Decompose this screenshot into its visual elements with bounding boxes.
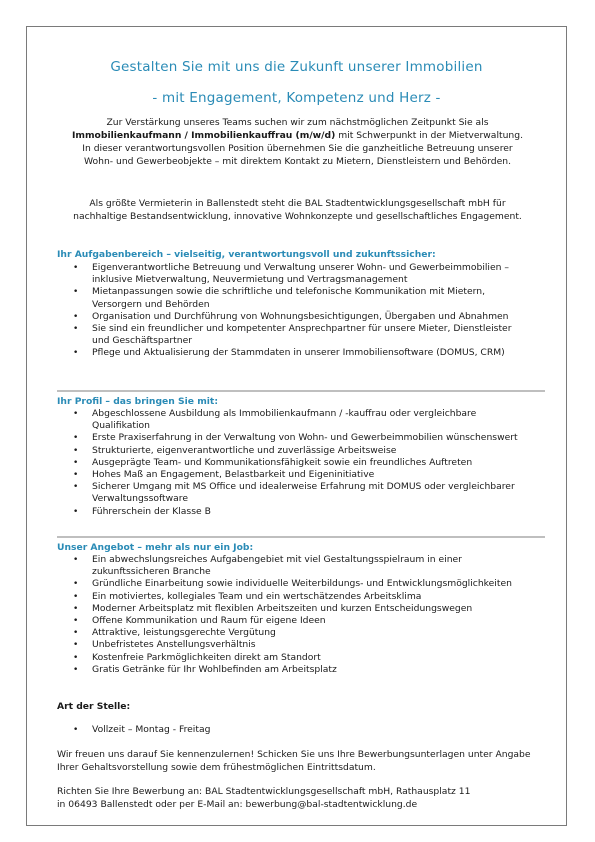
offer-list xyxy=(57,554,527,676)
job-type-heading: Art der Stelle: xyxy=(57,701,131,712)
list-item: • Kostenfreie Parkmöglichkeiten direkt am Standort xyxy=(57,652,527,664)
intro-text-before: Zur Verstärkung unseres Teams suchen wir zum nächstmöglichen Zeitpunkt Sie als xyxy=(106,117,489,128)
intro-paragraph xyxy=(67,116,528,168)
list-item: • Sie sind ein freundlicher und kompetenter Ansprechpartner für unsere Mieter, Dienstleister und Geschäftspartner xyxy=(57,323,527,347)
list-item: • Strukturierte, eigenverantwortliche und zuverlässige Arbeitsweise xyxy=(57,445,527,457)
list-item: • Pflege und Aktualisierung der Stammdaten in unserer Immobiliensoftware (DOMUS, CRM) xyxy=(57,347,527,359)
tasks-list xyxy=(57,262,527,360)
headline: Gestalten Sie mit uns die Zukunft unserer Immobilien xyxy=(110,59,483,75)
profile-list xyxy=(57,408,527,518)
list-item: • Eigenverantwortliche Betreuung und Verwaltung unserer Wohn- und Gewerbeimmobilien – inklusive Mietverwaltung, Neuvermietung und Vertragsmanagement xyxy=(57,262,527,286)
intro-text-after: mit Schwerpunkt in der Mietverwaltung. In dieser verantwortungsvollen Position übernehmen Sie die ganzheitliche Betreuung unserer Wohn- und Gewerbeobjekte – mit direktem Kontakt zu Mietern, Dienstleistern und Behörden. xyxy=(82,130,523,167)
list-item: • Hohes Maß an Engagement, Belastbarkeit und Eigeninitiative xyxy=(57,469,527,481)
list-item: • Mietanpassungen sowie die schriftliche und telefonische Kommunikation mit Mietern, Versorgern und Behörden xyxy=(57,286,527,310)
list-item: • Abgeschlossene Ausbildung als Immobilienkaufmann / -kauffrau oder vergleichbare Qualifikation xyxy=(57,408,527,432)
list-item: • Sicherer Umgang mit MS Office und idealerweise Erfahrung mit DOMUS oder vergleichbarer Verwaltungssoftware xyxy=(57,481,527,505)
section-divider xyxy=(57,390,545,392)
job-type-list xyxy=(57,724,527,736)
contact-block xyxy=(57,785,547,811)
company-paragraph: Als größte Vermieterin in Ballenstedt steht die BAL Stadtentwicklungsgesellschaft mbH für nachhaltige Bestandsentwicklung, innovative Wohnkonzepte und gesellschaftliches Engagement. xyxy=(73,198,522,222)
subheadline: - mit Engagement, Kompetenz und Herz - xyxy=(152,90,441,106)
contact-line-2: in 06493 Ballenstedt oder per E-Mail an: bewerbung@bal-stadtentwicklung.de xyxy=(57,799,418,810)
list-item: • Vollzeit – Montag - Freitag xyxy=(57,724,527,736)
list-item: • Erste Praxiserfahrung in der Verwaltung von Wohn- und Gewerbeimmobilien wünschenswert xyxy=(57,432,527,444)
contact-line-1: Richten Sie Ihre Bewerbung an: BAL Stadtentwicklungsgesellschaft mbH, Rathausplatz 11 xyxy=(57,786,471,797)
section-divider xyxy=(57,536,545,538)
offer-heading: Unser Angebot – mehr als nur ein Job: xyxy=(57,542,254,553)
list-item: • Ausgeprägte Team- und Kommunikationsfähigkeit sowie ein freundliches Auftreten xyxy=(57,457,527,469)
list-item: • Ein motiviertes, kollegiales Team und ein wertschätzendes Arbeitsklima xyxy=(57,591,527,603)
list-item: • Attraktive, leistungsgerechte Vergütung xyxy=(57,627,527,639)
profile-heading: Ihr Profil – das bringen Sie mit: xyxy=(57,396,218,407)
list-item: • Ein abwechslungsreiches Aufgabengebiet mit viel Gestaltungsspielraum in einer zukunftssicheren Branche xyxy=(57,554,527,578)
job-ad-content xyxy=(27,27,566,825)
list-item: • Führerschein der Klasse B xyxy=(57,506,527,518)
list-item: • Gratis Getränke für Ihr Wohlbefinden am Arbeitsplatz xyxy=(57,664,527,676)
job-ad-frame xyxy=(26,26,567,826)
list-item: • Offene Kommunikation und Raum für eigene Ideen xyxy=(57,615,527,627)
closing-paragraph: Wir freuen uns darauf Sie kennenzulernen! Schicken Sie uns Ihre Bewerbungsunterlagen unter Angabe Ihrer Gehaltsvorstellung sowie dem frühestmöglichen Eintrittsdatum. xyxy=(57,749,531,773)
list-item: • Gründliche Einarbeitung sowie individuelle Weiterbildungs- und Entwicklungsmöglichkeiten xyxy=(57,578,527,590)
position-title: Immobilienkaufmann / Immobilienkauffrau (m/w/d) xyxy=(71,130,336,141)
list-item: • Organisation und Durchführung von Wohnungsbesichtigungen, Übergaben und Abnahmen xyxy=(57,311,527,323)
list-item: • Unbefristetes Anstellungsverhältnis xyxy=(57,639,527,651)
tasks-heading: Ihr Aufgabenbereich – vielseitig, verantwortungsvoll und zukunftssicher: xyxy=(57,249,436,260)
list-item: • Moderner Arbeitsplatz mit flexiblen Arbeitszeiten und kurzen Entscheidungswegen xyxy=(57,603,527,615)
